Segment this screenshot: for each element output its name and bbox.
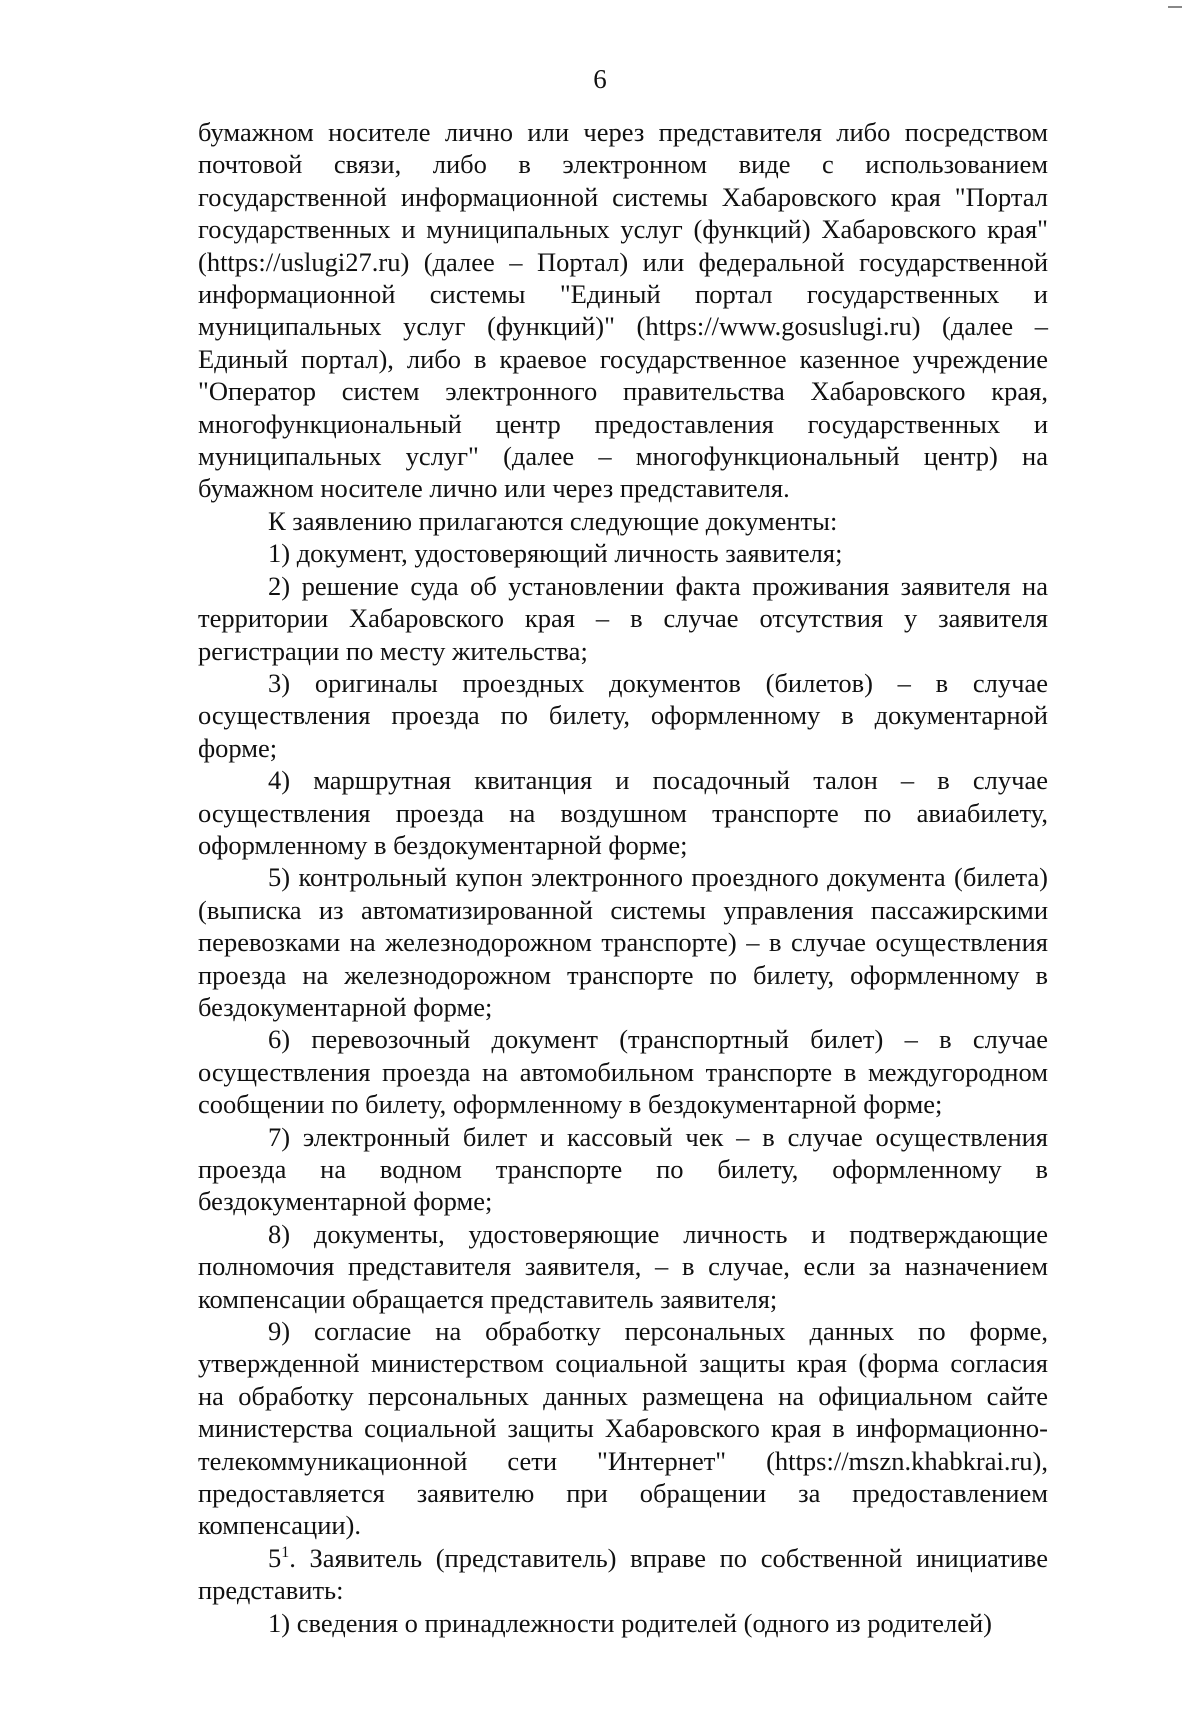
clause-number: 5	[268, 1542, 282, 1573]
scan-corner-mark	[1168, 6, 1182, 8]
list-item-1: 1) документ, удостоверяющий личность заявителя;	[268, 538, 843, 569]
list-item-7: 7) электронный билет и кассовый чек – в случае осуществления проезда на водном транспорте по билету, оформленному в бездокументарной форме;	[198, 1121, 1048, 1217]
clause-5-1	[198, 1542, 1048, 1607]
paragraph-documents-heading: К заявлению прилагаются следующие документы:	[268, 505, 838, 536]
list-item-2: 2) решение суда об установлении факта проживания заявителя на территории Хабаровского края – в случае отсутствия у заявителя регистрации по месту жительства;	[198, 570, 1048, 666]
list-item-last: 1) сведения о принадлежности родителей (одного из родителей)	[268, 1607, 992, 1638]
paragraph-intro: бумажном носителе лично или через представителя либо посредством почтовой связи, либо в электронном виде с использованием государственной информационной системы Хабаровского края "Портал государственных и муниципальных услуг (функций) Хабаровского края" (https://uslugi27.ru) (далее – Портал) или федеральной государственной информационной системы "Единый портал государственных и муниципальных услуг (функций)" (https://www.gosuslugi.ru) (далее – Единый портал), либо в краевое государственное казенное учреждение "Оператор систем электронного правительства Хабаровского края, многофункциональный центр предоставления государственных и муниципальных услуг" (далее – многофункциональный центр) на бумажном носителе лично или через представителя.	[198, 117, 1048, 504]
list-item-3: 3) оригиналы проездных документов (билетов) – в случае осуществления проезда по билету, оформленному в документарной форме;	[198, 667, 1048, 763]
page-number: 6	[593, 64, 607, 94]
document-body	[198, 116, 1048, 1639]
list-item-8: 8) документы, удостоверяющие личность и подтверждающие полномочия представителя заявителя, – в случае, если за назначением компенсации обращается представитель заявителя;	[198, 1218, 1048, 1314]
clause-superscript: 1	[281, 1544, 290, 1562]
list-item-6: 6) перевозочный документ (транспортный билет) – в случае осуществления проезда на автомобильном транспорте в междугородном сообщении по билету, оформленному в бездокументарной форме;	[198, 1024, 1048, 1120]
list-item-4: 4) маршрутная квитанция и посадочный талон – в случае осуществления проезда на воздушном транспорте по авиабилету, оформленному в бездокументарной форме;	[198, 765, 1048, 860]
list-item-9: 9) согласие на обработку персональных данных по форме, утвержденной министерством социальной защиты края (форма согласия на обработку персональных данных размещена на официальном сайте министерства социальной защиты Хабаровского края в информационно-телекоммуникационной сети "Интернет" (https://mszn.khabkrai.ru), предоставляется заявителю при обращении за предоставлением компенсации).	[198, 1316, 1048, 1541]
list-item-5: 5) контрольный купон электронного проездного документа (билета) (выписка из автоматизированной системы управления пассажирскими перевозками на железнодорожном транспорте) – в случае осуществления проезда на железнодорожном транспорте по билету, оформленному в бездокументарной форме;	[198, 862, 1048, 1022]
clause-text: . Заявитель (представитель) вправе по собственной инициативе представить:	[198, 1542, 1048, 1606]
